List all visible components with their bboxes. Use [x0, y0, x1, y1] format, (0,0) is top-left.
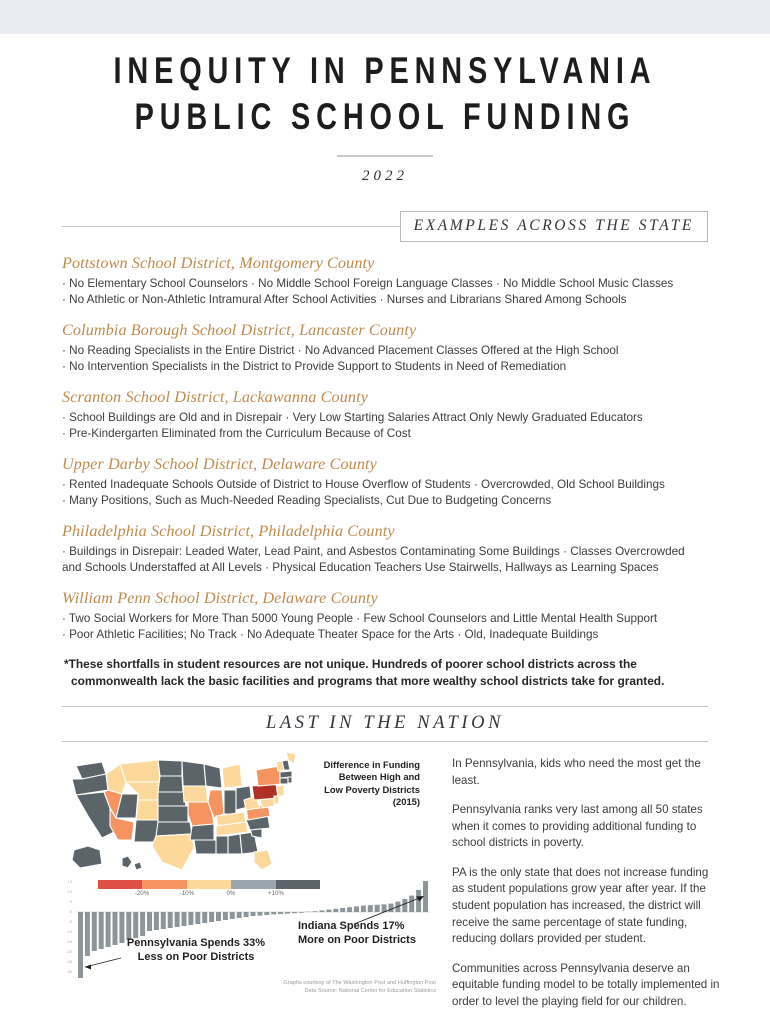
- footnote-line-2: commonwealth lack the basic facilities and programs that more wealthy school districts take for granted.: [71, 674, 665, 689]
- map-caption-line-4: (2015): [392, 796, 420, 808]
- top-color-band: [0, 0, 770, 34]
- district-detail-line: · No Intervention Specialists in the District to Provide Support to Students in Need of Remediation: [62, 359, 567, 373]
- district-entry: [62, 589, 708, 643]
- map-row: [58, 752, 438, 877]
- funding-difference-bar-chart: [58, 879, 438, 999]
- svg-text:5: 5: [69, 898, 72, 904]
- map-caption-line-1: Difference in Funding: [323, 758, 420, 770]
- credit-line-2: Data Source: National Center for Education Statistics: [304, 988, 436, 995]
- svg-text:-25: -25: [66, 958, 72, 964]
- district-detail-line: · Pre-Kindergarten Eliminated from the Curriculum Because of Cost: [62, 426, 411, 440]
- state-fl: [254, 850, 272, 870]
- district-detail-line: and Schools Understaffed at All Levels · Physical Education Teachers Use Stairwells, Hallways as Learning Spaces: [62, 561, 659, 575]
- state-hi: [122, 856, 132, 868]
- state-ct: [280, 778, 288, 784]
- state-co: [136, 800, 158, 820]
- svg-text:-30: -30: [66, 968, 72, 974]
- district-name: Columbia Borough School District, Lancaster County: [62, 320, 417, 339]
- footnote-line-1: *These shortfalls in student resources are not unique. Hundreds of poorer school districts across the: [64, 657, 637, 672]
- svg-text:-15: -15: [66, 938, 72, 944]
- state-ks: [158, 806, 188, 822]
- state-mn: [182, 761, 206, 786]
- svg-text:-20: -20: [66, 948, 72, 954]
- state-mt: [120, 760, 160, 782]
- district-entry: [62, 321, 708, 375]
- examples-section-header: [62, 211, 708, 241]
- state-wi: [204, 764, 222, 788]
- state-hi-2: [134, 862, 142, 870]
- page-title-line-1: INEQUITY IN PENNSYLVANIA: [113, 50, 657, 91]
- state-ms: [216, 836, 228, 854]
- district-detail-line: · Rented Inadequate Schools Outside of District to House Overflow of Students · Overcrowded, Old School Buildings: [62, 477, 665, 491]
- legend-tick-plus10: +10%: [268, 889, 284, 897]
- map-caption-line-2: Between High and: [338, 771, 420, 783]
- page-title-block: [0, 34, 770, 185]
- state-nh: [282, 760, 290, 770]
- district-name: Pottstown School District, Montgomery County: [62, 253, 375, 272]
- nation-heading-label: LAST IN THE NATION: [265, 712, 505, 733]
- district-detail-line: · No Elementary School Counselors · No Middle School Foreign Language Classes · No Middle School Music Classes: [62, 276, 674, 290]
- district-detail-line: · School Buildings are Old and in Disrepair · Very Low Starting Salaries Attract Only Newly Graduated Educators: [62, 410, 643, 424]
- district-detail-line: · Buildings in Disrepair: Leaded Water, Lead Paint, and Asbestos Contaminating Some Buildings · Classes Overcrowded: [62, 545, 685, 558]
- legend-tick-minus10: -10%: [179, 889, 195, 897]
- legend-tick-zero: 0%: [226, 889, 236, 897]
- district-entry: [62, 388, 708, 442]
- state-tx: [152, 834, 194, 870]
- svg-text:-5: -5: [68, 918, 72, 924]
- svg-text:15: 15: [67, 878, 72, 884]
- title-divider: [337, 155, 433, 157]
- state-mi: [222, 764, 242, 788]
- us-choropleth-map: [58, 752, 298, 877]
- paragraph-3: PA is the only state that does not increase funding as student populations grow year after year. If the student population has increased, the district will receive the same percentage of state funding, reducing dollars provided per student.: [452, 865, 709, 946]
- state-ak: [72, 846, 102, 868]
- state-ia: [183, 786, 208, 802]
- district-name: Scranton School District, Lackawanna County: [62, 387, 368, 406]
- state-ri: [288, 777, 292, 783]
- page-title-line-2: PUBLIC SCHOOL FUNDING: [134, 95, 636, 137]
- district-entry: [62, 254, 708, 308]
- year-label: 2022: [362, 167, 408, 184]
- map-svg: [58, 752, 298, 877]
- paragraph-1: In Pennsylvania, kids who need the most get the least.: [452, 756, 701, 787]
- legend-tick-minus20: -20%: [134, 889, 150, 897]
- district-name: Upper Darby School District, Delaware County: [62, 454, 377, 473]
- pennsylvania-annotation: Pennsylvania Spends 33% Less on Poor Districts: [126, 936, 266, 964]
- examples-heading-label: EXAMPLES ACROSS THE STATE: [400, 211, 708, 242]
- nation-section-header: [62, 706, 708, 742]
- district-list: [62, 254, 708, 643]
- indiana-annotation: Indiana Spends 17% More on Poor Districts: [298, 919, 416, 947]
- state-nd: [158, 760, 182, 776]
- svg-text:-10: -10: [66, 928, 72, 934]
- district-entry: [62, 522, 708, 576]
- state-in: [224, 790, 236, 814]
- state-ar: [190, 824, 214, 840]
- district-detail-line: · No Athletic or Non-Athletic Intramural After School Activities · Nurses and Librarians Shared Among Schools: [62, 292, 627, 306]
- district-name: Philadelphia School District, Philadelphia County: [62, 522, 395, 540]
- lower-content: [58, 752, 720, 1011]
- svg-text:0: 0: [69, 908, 72, 914]
- explanatory-text-column: [452, 752, 720, 1011]
- district-detail-line: · Two Social Workers for More Than 5000 Young People · Few School Counselors and Little Mental Health Support: [62, 612, 658, 626]
- paragraph-4: Communities across Pennsylvania deserve an equitable funding model to be totally implemented in order to level the playing field for our children.: [452, 961, 720, 1008]
- district-detail-line: · Poor Athletic Facilities; No Track · No Adequate Theater Space for the Arts · Old, Inadequate Buildings: [62, 628, 599, 642]
- state-ne: [158, 792, 186, 806]
- map-caption: [298, 752, 422, 809]
- state-nj: [277, 785, 284, 796]
- map-caption-line-3: Low Poverty Districts: [324, 783, 420, 795]
- state-sd: [158, 776, 183, 792]
- state-la: [194, 840, 218, 854]
- graphics-column: [58, 752, 438, 1011]
- bar-chart-y-axis: [66, 879, 73, 974]
- state-de: [274, 796, 279, 804]
- district-detail-line: · Many Positions, Such as Much-Needed Reading Specialists, Cut Due to Budgeting Concerns: [62, 493, 552, 507]
- svg-text:10: 10: [67, 888, 72, 894]
- credit-line-1: Graphs courtesy of The Washington Post and Huffington Post: [283, 979, 436, 986]
- paragraph-2: Pennsylvania ranks very last among all 50 states when it comes to providing additional funding to school districts in poverty.: [452, 803, 703, 850]
- district-entry: [62, 455, 708, 509]
- district-name: William Penn School District, Delaware County: [62, 589, 378, 608]
- shortfalls-footnote: [64, 656, 708, 690]
- district-detail-line: · No Reading Specialists in the Entire District · No Advanced Placement Classes Offered at the High School: [62, 343, 619, 357]
- chart-source-credit: [240, 979, 436, 995]
